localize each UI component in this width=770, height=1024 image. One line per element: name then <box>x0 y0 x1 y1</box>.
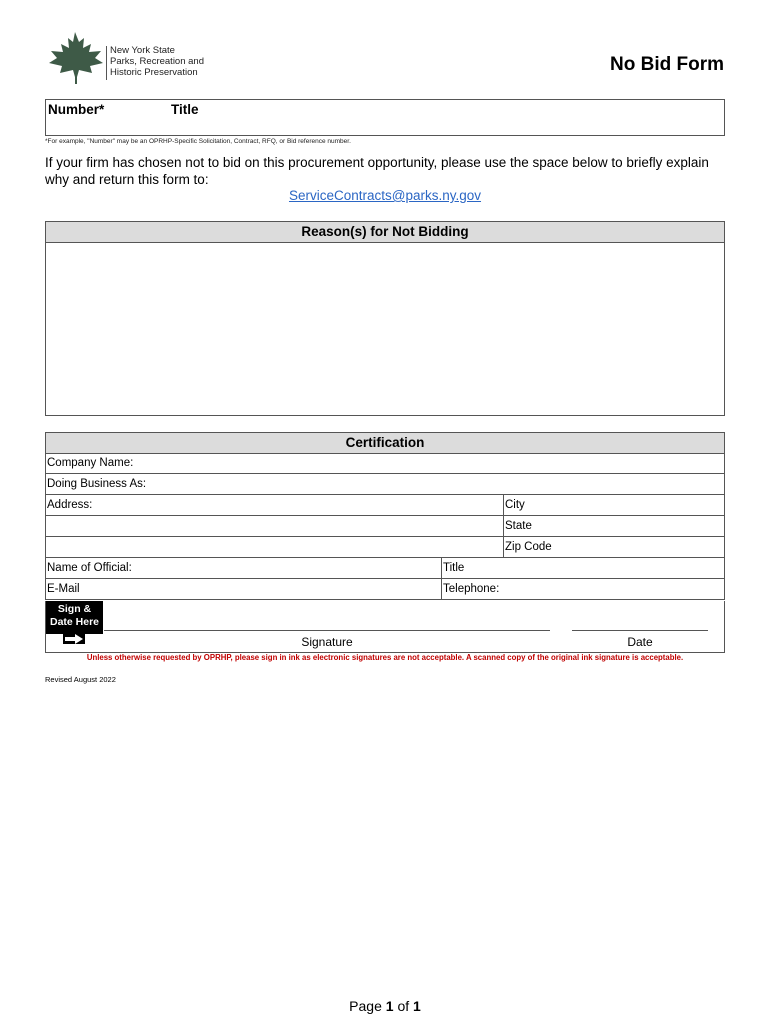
page-current: 1 <box>385 998 394 1014</box>
sign-tag-line-1: Sign & <box>57 603 92 615</box>
signature-line[interactable] <box>104 630 550 631</box>
date-label: Date <box>627 635 653 649</box>
address-label: Address: <box>47 499 93 511</box>
agency-line-2: Parks, Recreation and <box>110 56 204 67</box>
email-label: E-Mail <box>47 583 80 595</box>
number-label: Number* <box>48 102 105 117</box>
number-footnote: *For example, "Number" may be an OPRHP-Specific Solicitation, Contract, RFQ, or Bid reference number. <box>45 138 351 145</box>
agency-line-3: Historic Preservation <box>110 67 198 78</box>
title-label: Title <box>171 102 199 117</box>
sign-here-tag <box>46 601 103 634</box>
address-row-1[interactable] <box>45 495 725 516</box>
dba-field[interactable] <box>45 474 725 495</box>
official-title-label: Title <box>443 562 465 574</box>
sign-tag-line-2: Date Here <box>49 616 100 628</box>
email-link-text[interactable]: ServiceContracts@parks.ny.gov <box>288 188 482 203</box>
number-title-box[interactable] <box>45 99 725 136</box>
reasons-heading: Reason(s) for Not Bidding <box>45 221 725 243</box>
company-name-field[interactable] <box>45 453 725 474</box>
page-total: 1 <box>413 998 421 1014</box>
maple-leaf-logo-icon <box>46 30 106 84</box>
state-label: State <box>505 520 532 532</box>
date-line[interactable] <box>572 630 708 631</box>
intro-text: If your firm has chosen not to bid on this procurement opportunity, please use the space below to briefly explain why and return this form to: <box>45 155 709 187</box>
agency-line-1: New York State <box>110 45 175 56</box>
telephone-label: Telephone: <box>443 583 500 595</box>
city-label: City <box>505 499 525 511</box>
email-link[interactable] <box>0 188 770 203</box>
page-prefix: Page <box>349 998 386 1014</box>
company-name-label: Company Name: <box>47 457 134 469</box>
certification-heading: Certification <box>45 432 725 454</box>
official-name-label: Name of Official: <box>47 562 132 574</box>
agency-name <box>110 45 204 78</box>
signature-area[interactable] <box>45 601 725 653</box>
arrow-right-icon <box>63 632 85 644</box>
revision-date: Revised August 2022 <box>45 675 116 684</box>
logo-divider <box>106 46 107 80</box>
reasons-text-area[interactable] <box>45 241 725 416</box>
dba-label: Doing Business As: <box>47 478 147 490</box>
official-row[interactable] <box>45 558 725 579</box>
page-number <box>0 998 770 1014</box>
contact-row[interactable] <box>45 579 725 600</box>
page-mid: of <box>393 998 414 1014</box>
zip-label: Zip Code <box>505 541 552 553</box>
address-row-2[interactable] <box>45 516 725 537</box>
address-row-3[interactable] <box>45 537 725 558</box>
signature-label: Signature <box>301 635 353 649</box>
form-title: No Bid Form <box>610 54 724 75</box>
signature-warning: Unless otherwise requested by OPRHP, please sign in ink as electronic signatures are not acceptable. A scanned copy of the original ink signature is acceptable. <box>86 653 684 662</box>
